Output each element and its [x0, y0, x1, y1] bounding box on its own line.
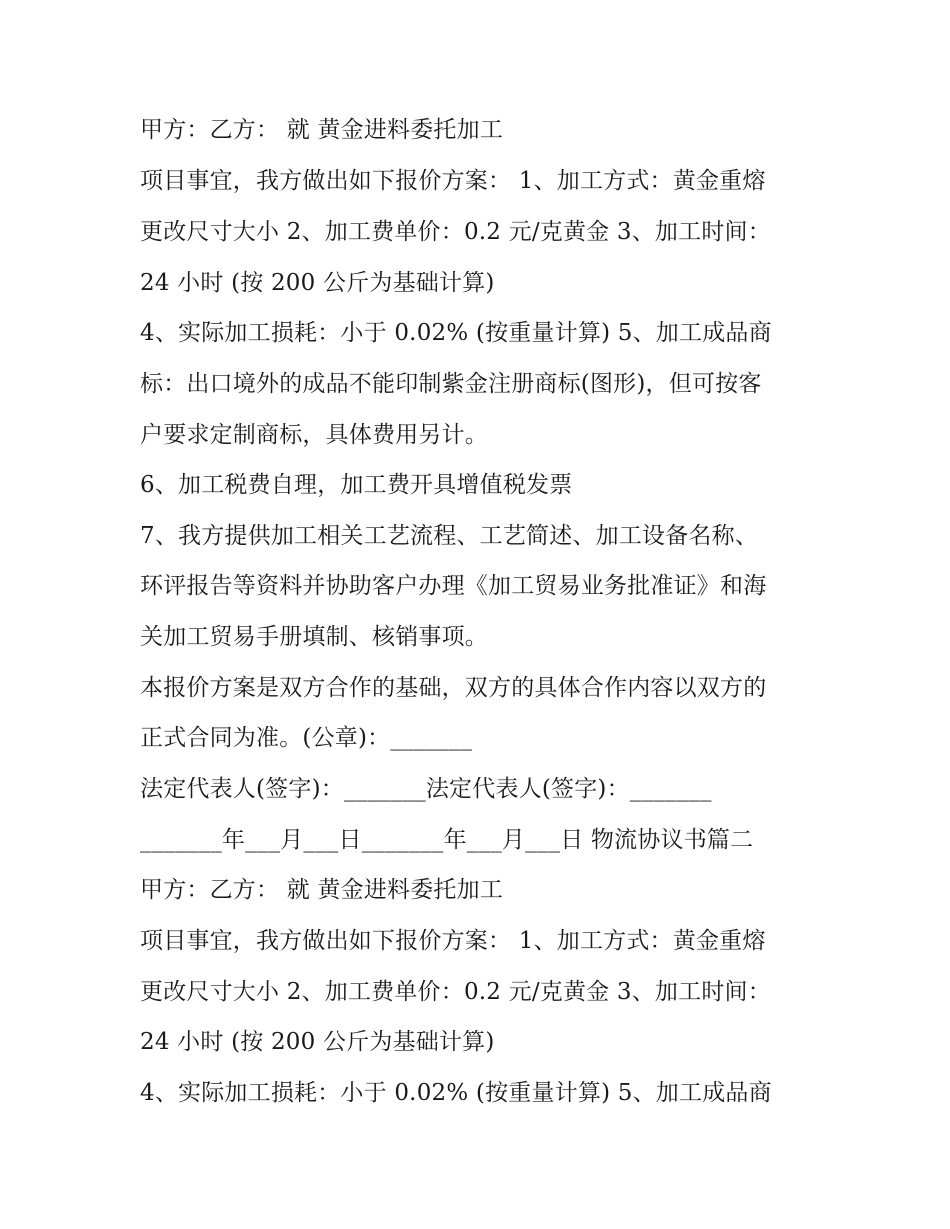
text-line: 环评报告等资料并协助客户办理《加工贸易业务批准证》和海 — [140, 573, 767, 599]
text-line: 6、加工税费自理，加工费开具增值税发票 — [140, 472, 573, 498]
text-line: 更改尺寸大小 2、加工费单价：0.2 元/克黄金 3、加工时间： — [140, 979, 771, 1005]
text-line: 甲方：乙方： 就 黄金进料委托加工 — [140, 117, 504, 143]
text-line: 项目事宜，我方做出如下报价方案： 1、加工方式：黄金重熔 — [140, 168, 766, 194]
text-line: 法定代表人(签字)：_______法定代表人(签字)：_______ — [140, 776, 712, 802]
text-line: 本报价方案是双方合作的基础，双方的具体合作内容以双方的 — [140, 675, 767, 701]
text-line: 甲方：乙方： 就 黄金进料委托加工 — [140, 877, 504, 903]
text-line: 户要求定制商标，具体费用另计。 — [140, 422, 488, 448]
text-line: 24 小时 (按 200 公斤为基础计算) — [140, 270, 495, 296]
text-line: 4、实际加工损耗：小于 0.02% (按重量计算) 5、加工成品商 — [140, 1080, 772, 1106]
text-line: 24 小时 (按 200 公斤为基础计算) — [140, 1029, 495, 1055]
text-line: 正式合同为准。(公章)：_______ — [140, 725, 473, 751]
text-line: _______年___月___日_______年___月___日 物流协议书篇二 — [140, 827, 754, 853]
text-line: 4、实际加工损耗：小于 0.02% (按重量计算) 5、加工成品商 — [140, 320, 772, 346]
text-line: 7、我方提供加工相关工艺流程、工艺简述、加工设备名称、 — [140, 523, 759, 549]
text-line: 项目事宜，我方做出如下报价方案： 1、加工方式：黄金重熔 — [140, 928, 766, 954]
text-line: 更改尺寸大小 2、加工费单价：0.2 元/克黄金 3、加工时间： — [140, 219, 771, 245]
text-line: 关加工贸易手册填制、核销事项。 — [140, 624, 488, 650]
text-line: 标：出口境外的成品不能印制紫金注册商标(图形)，但可按客 — [140, 371, 762, 397]
